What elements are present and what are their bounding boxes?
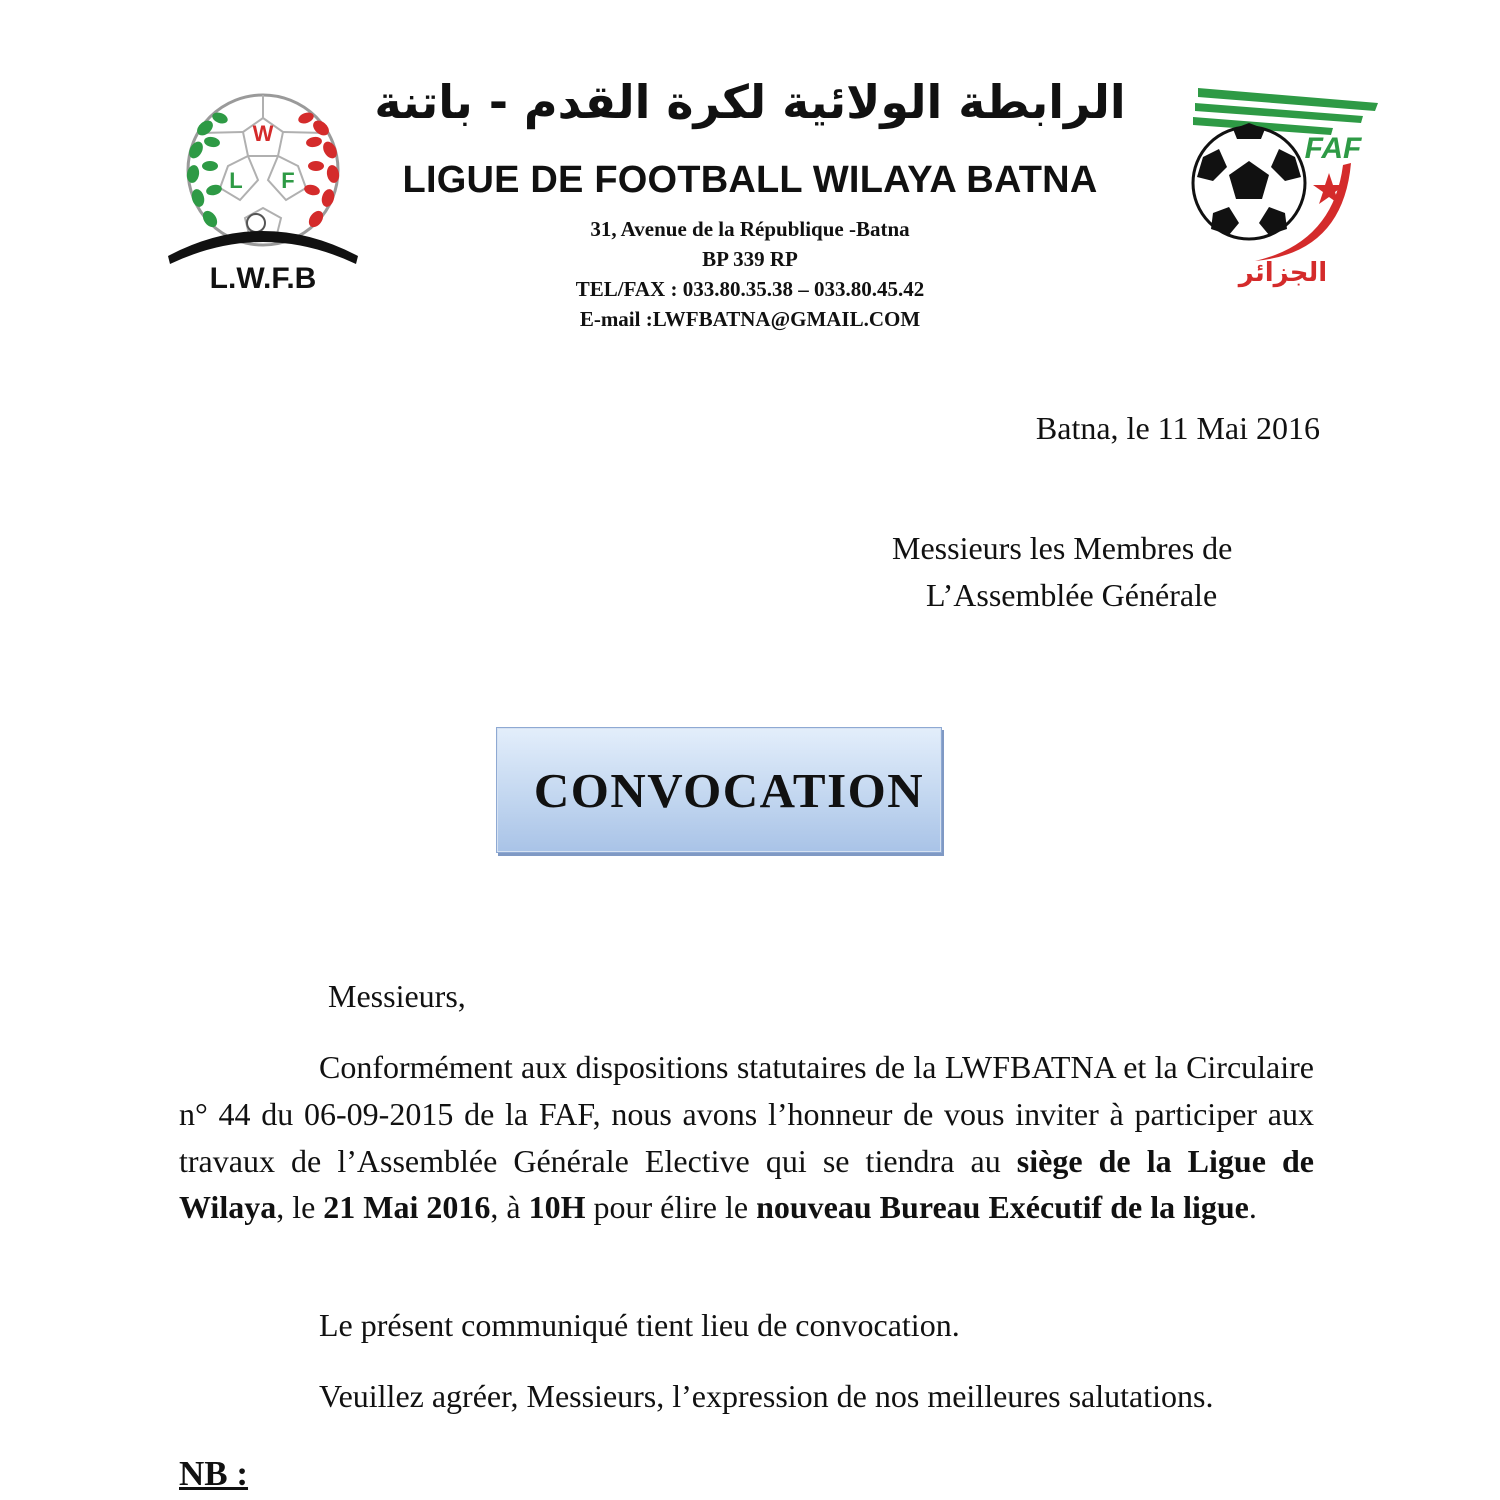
body-text-4: pour élire le — [585, 1189, 757, 1226]
header-address: 31, Avenue de la République -Batna — [590, 217, 910, 241]
salutation: Messieurs, — [328, 978, 466, 1014]
faf-logo — [1183, 83, 1383, 288]
closing-line: Veuillez agréer, Messieurs, l’expression de nos meilleures salutations. — [319, 1378, 1214, 1414]
body-bold-bureau: nouveau Bureau Exécutif de la ligue — [756, 1189, 1249, 1226]
body-text-1: Conformément aux dispositions statutaires de la LWFBATNA et la Circulaire n° 44 du 06-09-2015 de la FAF, nous avons l’honneur de vous inviter à participer aux travaux de l’Assemblée Générale Elective qui se tiendra au — [179, 1049, 1314, 1179]
header-email: E-mail :LWFBATNA@GMAIL.COM — [579, 307, 921, 331]
body-bold-time: 10H — [528, 1189, 586, 1226]
body-text-3: , à — [490, 1189, 529, 1226]
convocation-title: CONVOCATION — [533, 762, 925, 818]
nb-label: NB : — [179, 1454, 249, 1493]
header-title-french: LIGUE DE FOOTBALL WILAYA BATNA — [402, 159, 1098, 201]
logo-letter-w: W — [252, 121, 274, 146]
body-bold-venue: siège de la Ligue de Wilaya — [179, 1142, 1315, 1226]
body-bold-date: 21 Mai 2016 — [323, 1189, 491, 1226]
logo-left-text: L.W.F.B — [209, 262, 317, 295]
convocation-box — [496, 727, 942, 853]
logo-right-text: FAF — [1304, 132, 1362, 165]
logo-letter-l: L — [229, 168, 243, 193]
logo-right-arabic: الجزائر — [1238, 258, 1328, 288]
body-text-5: . — [1248, 1189, 1257, 1226]
recipient-line-1: Messieurs les Membres de — [892, 530, 1233, 566]
body-paragraph — [179, 1044, 1314, 1231]
recipient-line-2: L’Assemblée Générale — [926, 577, 1218, 613]
header-bp: BP 339 RP — [702, 247, 798, 271]
header-title-arabic: الرابطة الولائية لكرة القدم - باتنة — [374, 75, 1126, 129]
header-telfax: TEL/FAX : 033.80.35.38 – 033.80.45.42 — [575, 277, 925, 301]
letter-date: Batna, le 11 Mai 2016 — [1035, 410, 1320, 446]
body-text-2: , le — [276, 1189, 324, 1226]
communique-line: Le présent communiqué tient lieu de convocation. — [319, 1307, 960, 1343]
logo-letter-f: F — [281, 168, 295, 193]
